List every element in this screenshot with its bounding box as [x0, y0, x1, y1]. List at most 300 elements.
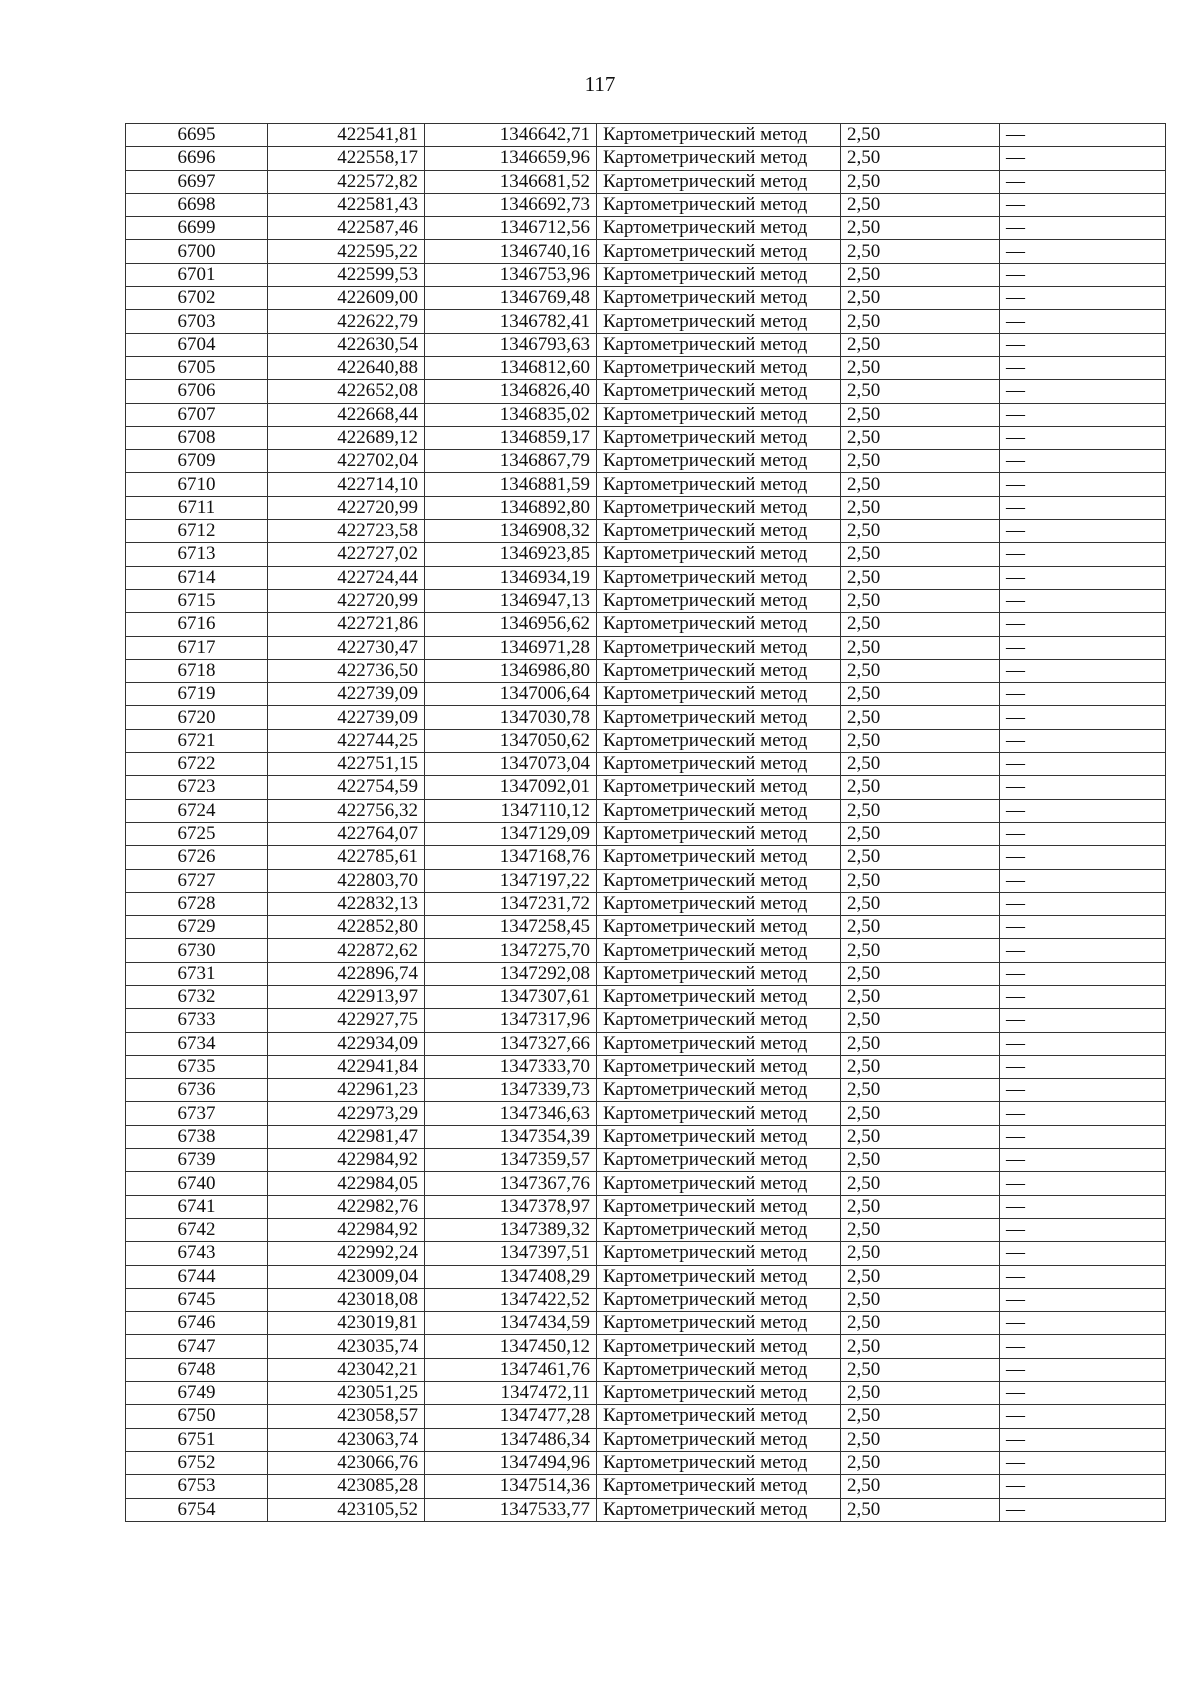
y-coordinate-cell: 1346782,41 [425, 310, 597, 333]
y-coordinate-cell: 1347359,57 [425, 1149, 597, 1172]
accuracy-cell: 2,50 [841, 683, 1000, 706]
accuracy-cell: 2,50 [841, 543, 1000, 566]
x-coordinate-cell: 422572,82 [268, 170, 425, 193]
point-number-cell: 6736 [126, 1079, 268, 1102]
method-cell: Картометрический метод [597, 473, 841, 496]
table-row [126, 426, 1166, 449]
y-coordinate-cell: 1347073,04 [425, 753, 597, 776]
y-coordinate-cell: 1347494,96 [425, 1451, 597, 1474]
y-coordinate-cell: 1347354,39 [425, 1125, 597, 1148]
x-coordinate-cell: 422756,32 [268, 799, 425, 822]
x-coordinate-cell: 422714,10 [268, 473, 425, 496]
method-cell: Картометрический метод [597, 985, 841, 1008]
x-coordinate-cell: 422723,58 [268, 520, 425, 543]
method-cell: Картометрический метод [597, 543, 841, 566]
accuracy-cell: 2,50 [841, 1079, 1000, 1102]
accuracy-cell: 2,50 [841, 147, 1000, 170]
accuracy-cell: 2,50 [841, 1218, 1000, 1241]
table-row [126, 636, 1166, 659]
note-cell: — [1000, 1428, 1166, 1451]
coordinates-table [125, 123, 1166, 1522]
table-row [126, 659, 1166, 682]
accuracy-cell: 2,50 [841, 1358, 1000, 1381]
note-cell: — [1000, 892, 1166, 915]
accuracy-cell: 2,50 [841, 287, 1000, 310]
accuracy-cell: 2,50 [841, 892, 1000, 915]
y-coordinate-cell: 1347258,45 [425, 916, 597, 939]
table-row [126, 869, 1166, 892]
y-coordinate-cell: 1346793,63 [425, 333, 597, 356]
point-number-cell: 6695 [126, 124, 268, 147]
x-coordinate-cell: 422640,88 [268, 356, 425, 379]
table-row [126, 566, 1166, 589]
y-coordinate-cell: 1347486,34 [425, 1428, 597, 1451]
note-cell: — [1000, 263, 1166, 286]
y-coordinate-cell: 1347197,22 [425, 869, 597, 892]
x-coordinate-cell: 422934,09 [268, 1032, 425, 1055]
y-coordinate-cell: 1347367,76 [425, 1172, 597, 1195]
note-cell: — [1000, 450, 1166, 473]
accuracy-cell: 2,50 [841, 799, 1000, 822]
note-cell: — [1000, 1218, 1166, 1241]
method-cell: Картометрический метод [597, 706, 841, 729]
y-coordinate-cell: 1347006,64 [425, 683, 597, 706]
accuracy-cell: 2,50 [841, 170, 1000, 193]
note-cell: — [1000, 985, 1166, 1008]
table-row [126, 356, 1166, 379]
x-coordinate-cell: 423042,21 [268, 1358, 425, 1381]
x-coordinate-cell: 422609,00 [268, 287, 425, 310]
method-cell: Картометрический метод [597, 1498, 841, 1521]
note-cell: — [1000, 939, 1166, 962]
accuracy-cell: 2,50 [841, 217, 1000, 240]
y-coordinate-cell: 1347307,61 [425, 985, 597, 1008]
point-number-cell: 6740 [126, 1172, 268, 1195]
x-coordinate-cell: 423058,57 [268, 1405, 425, 1428]
accuracy-cell: 2,50 [841, 1125, 1000, 1148]
y-coordinate-cell: 1347129,09 [425, 822, 597, 845]
note-cell: — [1000, 240, 1166, 263]
note-cell: — [1000, 729, 1166, 752]
point-number-cell: 6700 [126, 240, 268, 263]
x-coordinate-cell: 422984,92 [268, 1149, 425, 1172]
table-row [126, 1218, 1166, 1241]
table-row [126, 1451, 1166, 1474]
accuracy-cell: 2,50 [841, 1265, 1000, 1288]
method-cell: Картометрический метод [597, 776, 841, 799]
y-coordinate-cell: 1347110,12 [425, 799, 597, 822]
table-row [126, 193, 1166, 216]
accuracy-cell: 2,50 [841, 496, 1000, 519]
method-cell: Картометрический метод [597, 1288, 841, 1311]
method-cell: Картометрический метод [597, 1125, 841, 1148]
note-cell: — [1000, 1125, 1166, 1148]
point-number-cell: 6752 [126, 1451, 268, 1474]
table-row [126, 916, 1166, 939]
table-row [126, 310, 1166, 333]
y-coordinate-cell: 1346908,32 [425, 520, 597, 543]
method-cell: Картометрический метод [597, 683, 841, 706]
table-row [126, 1172, 1166, 1195]
x-coordinate-cell: 423105,52 [268, 1498, 425, 1521]
method-cell: Картометрический метод [597, 566, 841, 589]
accuracy-cell: 2,50 [841, 380, 1000, 403]
accuracy-cell: 2,50 [841, 450, 1000, 473]
x-coordinate-cell: 422992,24 [268, 1242, 425, 1265]
method-cell: Картометрический метод [597, 846, 841, 869]
x-coordinate-cell: 422913,97 [268, 985, 425, 1008]
method-cell: Картометрический метод [597, 892, 841, 915]
note-cell: — [1000, 869, 1166, 892]
point-number-cell: 6745 [126, 1288, 268, 1311]
y-coordinate-cell: 1347378,97 [425, 1195, 597, 1218]
y-coordinate-cell: 1347533,77 [425, 1498, 597, 1521]
table-row [126, 520, 1166, 543]
table-row [126, 799, 1166, 822]
table-row [126, 1288, 1166, 1311]
method-cell: Картометрический метод [597, 869, 841, 892]
x-coordinate-cell: 422803,70 [268, 869, 425, 892]
method-cell: Картометрический метод [597, 1218, 841, 1241]
point-number-cell: 6698 [126, 193, 268, 216]
accuracy-cell: 2,50 [841, 1032, 1000, 1055]
accuracy-cell: 2,50 [841, 1428, 1000, 1451]
point-number-cell: 6724 [126, 799, 268, 822]
note-cell: — [1000, 333, 1166, 356]
accuracy-cell: 2,50 [841, 356, 1000, 379]
method-cell: Картометрический метод [597, 403, 841, 426]
accuracy-cell: 2,50 [841, 1242, 1000, 1265]
x-coordinate-cell: 422541,81 [268, 124, 425, 147]
table-row [126, 1498, 1166, 1521]
y-coordinate-cell: 1347408,29 [425, 1265, 597, 1288]
y-coordinate-cell: 1346956,62 [425, 613, 597, 636]
x-coordinate-cell: 422744,25 [268, 729, 425, 752]
point-number-cell: 6699 [126, 217, 268, 240]
accuracy-cell: 2,50 [841, 939, 1000, 962]
x-coordinate-cell: 422720,99 [268, 496, 425, 519]
table-row [126, 1055, 1166, 1078]
x-coordinate-cell: 422982,76 [268, 1195, 425, 1218]
point-number-cell: 6705 [126, 356, 268, 379]
method-cell: Картометрический метод [597, 1405, 841, 1428]
x-coordinate-cell: 422622,79 [268, 310, 425, 333]
table-row [126, 170, 1166, 193]
y-coordinate-cell: 1346867,79 [425, 450, 597, 473]
y-coordinate-cell: 1346812,60 [425, 356, 597, 379]
page-number: 117 [584, 72, 616, 96]
note-cell: — [1000, 147, 1166, 170]
point-number-cell: 6743 [126, 1242, 268, 1265]
y-coordinate-cell: 1346769,48 [425, 287, 597, 310]
note-cell: — [1000, 683, 1166, 706]
method-cell: Картометрический метод [597, 962, 841, 985]
point-number-cell: 6751 [126, 1428, 268, 1451]
point-number-cell: 6726 [126, 846, 268, 869]
accuracy-cell: 2,50 [841, 1405, 1000, 1428]
y-coordinate-cell: 1346859,17 [425, 426, 597, 449]
x-coordinate-cell: 422689,12 [268, 426, 425, 449]
y-coordinate-cell: 1347092,01 [425, 776, 597, 799]
accuracy-cell: 2,50 [841, 1288, 1000, 1311]
point-number-cell: 6697 [126, 170, 268, 193]
accuracy-cell: 2,50 [841, 566, 1000, 589]
accuracy-cell: 2,50 [841, 1451, 1000, 1474]
x-coordinate-cell: 422739,09 [268, 683, 425, 706]
accuracy-cell: 2,50 [841, 403, 1000, 426]
note-cell: — [1000, 1242, 1166, 1265]
accuracy-cell: 2,50 [841, 1382, 1000, 1405]
table-row [126, 1335, 1166, 1358]
table-row [126, 217, 1166, 240]
x-coordinate-cell: 423051,25 [268, 1382, 425, 1405]
table-row [126, 403, 1166, 426]
y-coordinate-cell: 1347168,76 [425, 846, 597, 869]
y-coordinate-cell: 1347030,78 [425, 706, 597, 729]
y-coordinate-cell: 1347327,66 [425, 1032, 597, 1055]
x-coordinate-cell: 422720,99 [268, 589, 425, 612]
coordinates-table-body [126, 124, 1166, 1522]
x-coordinate-cell: 422981,47 [268, 1125, 425, 1148]
x-coordinate-cell: 423066,76 [268, 1451, 425, 1474]
accuracy-cell: 2,50 [841, 263, 1000, 286]
note-cell: — [1000, 520, 1166, 543]
note-cell: — [1000, 1358, 1166, 1381]
accuracy-cell: 2,50 [841, 1335, 1000, 1358]
note-cell: — [1000, 1009, 1166, 1032]
y-coordinate-cell: 1346881,59 [425, 473, 597, 496]
note-cell: — [1000, 799, 1166, 822]
point-number-cell: 6739 [126, 1149, 268, 1172]
y-coordinate-cell: 1347472,11 [425, 1382, 597, 1405]
point-number-cell: 6749 [126, 1382, 268, 1405]
method-cell: Картометрический метод [597, 1009, 841, 1032]
method-cell: Картометрический метод [597, 939, 841, 962]
accuracy-cell: 2,50 [841, 706, 1000, 729]
accuracy-cell: 2,50 [841, 1055, 1000, 1078]
table-row [126, 729, 1166, 752]
accuracy-cell: 2,50 [841, 1172, 1000, 1195]
accuracy-cell: 2,50 [841, 822, 1000, 845]
y-coordinate-cell: 1346659,96 [425, 147, 597, 170]
point-number-cell: 6707 [126, 403, 268, 426]
note-cell: — [1000, 380, 1166, 403]
method-cell: Картометрический метод [597, 1451, 841, 1474]
accuracy-cell: 2,50 [841, 1009, 1000, 1032]
table-row [126, 473, 1166, 496]
note-cell: — [1000, 170, 1166, 193]
method-cell: Картометрический метод [597, 1358, 841, 1381]
method-cell: Картометрический метод [597, 1172, 841, 1195]
table-row [126, 846, 1166, 869]
accuracy-cell: 2,50 [841, 473, 1000, 496]
y-coordinate-cell: 1346753,96 [425, 263, 597, 286]
method-cell: Картометрический метод [597, 333, 841, 356]
accuracy-cell: 2,50 [841, 613, 1000, 636]
point-number-cell: 6704 [126, 333, 268, 356]
x-coordinate-cell: 422630,54 [268, 333, 425, 356]
accuracy-cell: 2,50 [841, 240, 1000, 263]
method-cell: Картометрический метод [597, 589, 841, 612]
table-row [126, 1125, 1166, 1148]
note-cell: — [1000, 356, 1166, 379]
note-cell: — [1000, 962, 1166, 985]
point-number-cell: 6721 [126, 729, 268, 752]
point-number-cell: 6713 [126, 543, 268, 566]
method-cell: Картометрический метод [597, 217, 841, 240]
note-cell: — [1000, 124, 1166, 147]
y-coordinate-cell: 1347422,52 [425, 1288, 597, 1311]
method-cell: Картометрический метод [597, 1149, 841, 1172]
point-number-cell: 6729 [126, 916, 268, 939]
method-cell: Картометрический метод [597, 1032, 841, 1055]
note-cell: — [1000, 1288, 1166, 1311]
note-cell: — [1000, 217, 1166, 240]
y-coordinate-cell: 1347339,73 [425, 1079, 597, 1102]
point-number-cell: 6734 [126, 1032, 268, 1055]
y-coordinate-cell: 1346835,02 [425, 403, 597, 426]
point-number-cell: 6718 [126, 659, 268, 682]
table-row [126, 1009, 1166, 1032]
note-cell: — [1000, 753, 1166, 776]
table-row [126, 124, 1166, 147]
note-cell: — [1000, 1032, 1166, 1055]
table-row [126, 1358, 1166, 1381]
method-cell: Картометрический метод [597, 240, 841, 263]
method-cell: Картометрический метод [597, 1242, 841, 1265]
y-coordinate-cell: 1347333,70 [425, 1055, 597, 1078]
table-row [126, 822, 1166, 845]
note-cell: — [1000, 566, 1166, 589]
table-row [126, 1032, 1166, 1055]
method-cell: Картометрический метод [597, 310, 841, 333]
note-cell: — [1000, 1451, 1166, 1474]
note-cell: — [1000, 776, 1166, 799]
point-number-cell: 6733 [126, 1009, 268, 1032]
method-cell: Картометрический метод [597, 496, 841, 519]
method-cell: Картометрический метод [597, 1265, 841, 1288]
point-number-cell: 6731 [126, 962, 268, 985]
x-coordinate-cell: 422730,47 [268, 636, 425, 659]
accuracy-cell: 2,50 [841, 124, 1000, 147]
point-number-cell: 6746 [126, 1312, 268, 1335]
x-coordinate-cell: 422587,46 [268, 217, 425, 240]
table-row [126, 1079, 1166, 1102]
x-coordinate-cell: 422852,80 [268, 916, 425, 939]
table-row [126, 1102, 1166, 1125]
note-cell: — [1000, 496, 1166, 519]
table-row [126, 613, 1166, 636]
point-number-cell: 6730 [126, 939, 268, 962]
x-coordinate-cell: 422896,74 [268, 962, 425, 985]
accuracy-cell: 2,50 [841, 869, 1000, 892]
table-row [126, 1242, 1166, 1265]
accuracy-cell: 2,50 [841, 729, 1000, 752]
x-coordinate-cell: 422595,22 [268, 240, 425, 263]
method-cell: Картометрический метод [597, 799, 841, 822]
table-row [126, 753, 1166, 776]
table-row [126, 892, 1166, 915]
y-coordinate-cell: 1346923,85 [425, 543, 597, 566]
method-cell: Картометрический метод [597, 1102, 841, 1125]
note-cell: — [1000, 1498, 1166, 1521]
method-cell: Картометрический метод [597, 1428, 841, 1451]
method-cell: Картометрический метод [597, 263, 841, 286]
table-row [126, 450, 1166, 473]
y-coordinate-cell: 1346681,52 [425, 170, 597, 193]
method-cell: Картометрический метод [597, 450, 841, 473]
point-number-cell: 6716 [126, 613, 268, 636]
point-number-cell: 6720 [126, 706, 268, 729]
x-coordinate-cell: 422754,59 [268, 776, 425, 799]
note-cell: — [1000, 426, 1166, 449]
note-cell: — [1000, 473, 1166, 496]
accuracy-cell: 2,50 [841, 776, 1000, 799]
point-number-cell: 6711 [126, 496, 268, 519]
x-coordinate-cell: 422721,86 [268, 613, 425, 636]
point-number-cell: 6715 [126, 589, 268, 612]
note-cell: — [1000, 1265, 1166, 1288]
y-coordinate-cell: 1346971,28 [425, 636, 597, 659]
y-coordinate-cell: 1347346,63 [425, 1102, 597, 1125]
x-coordinate-cell: 422832,13 [268, 892, 425, 915]
method-cell: Картометрический метод [597, 356, 841, 379]
note-cell: — [1000, 589, 1166, 612]
y-coordinate-cell: 1347461,76 [425, 1358, 597, 1381]
accuracy-cell: 2,50 [841, 310, 1000, 333]
y-coordinate-cell: 1347275,70 [425, 939, 597, 962]
point-number-cell: 6744 [126, 1265, 268, 1288]
method-cell: Картометрический метод [597, 613, 841, 636]
note-cell: — [1000, 193, 1166, 216]
method-cell: Картометрический метод [597, 1079, 841, 1102]
point-number-cell: 6747 [126, 1335, 268, 1358]
x-coordinate-cell: 422872,62 [268, 939, 425, 962]
method-cell: Картометрический метод [597, 1382, 841, 1405]
y-coordinate-cell: 1346740,16 [425, 240, 597, 263]
table-row [126, 1475, 1166, 1498]
y-coordinate-cell: 1347317,96 [425, 1009, 597, 1032]
note-cell: — [1000, 1195, 1166, 1218]
accuracy-cell: 2,50 [841, 962, 1000, 985]
table-row [126, 333, 1166, 356]
accuracy-cell: 2,50 [841, 1149, 1000, 1172]
note-cell: — [1000, 706, 1166, 729]
note-cell: — [1000, 543, 1166, 566]
accuracy-cell: 2,50 [841, 589, 1000, 612]
x-coordinate-cell: 422736,50 [268, 659, 425, 682]
y-coordinate-cell: 1347397,51 [425, 1242, 597, 1265]
method-cell: Картометрический метод [597, 753, 841, 776]
point-number-cell: 6753 [126, 1475, 268, 1498]
method-cell: Картометрический метод [597, 520, 841, 543]
x-coordinate-cell: 422652,08 [268, 380, 425, 403]
accuracy-cell: 2,50 [841, 1102, 1000, 1125]
point-number-cell: 6732 [126, 985, 268, 1008]
y-coordinate-cell: 1346692,73 [425, 193, 597, 216]
method-cell: Картометрический метод [597, 193, 841, 216]
x-coordinate-cell: 423063,74 [268, 1428, 425, 1451]
method-cell: Картометрический метод [597, 287, 841, 310]
accuracy-cell: 2,50 [841, 753, 1000, 776]
note-cell: — [1000, 1102, 1166, 1125]
point-number-cell: 6701 [126, 263, 268, 286]
point-number-cell: 6702 [126, 287, 268, 310]
x-coordinate-cell: 422599,53 [268, 263, 425, 286]
table-row [126, 1312, 1166, 1335]
note-cell: — [1000, 1475, 1166, 1498]
accuracy-cell: 2,50 [841, 846, 1000, 869]
